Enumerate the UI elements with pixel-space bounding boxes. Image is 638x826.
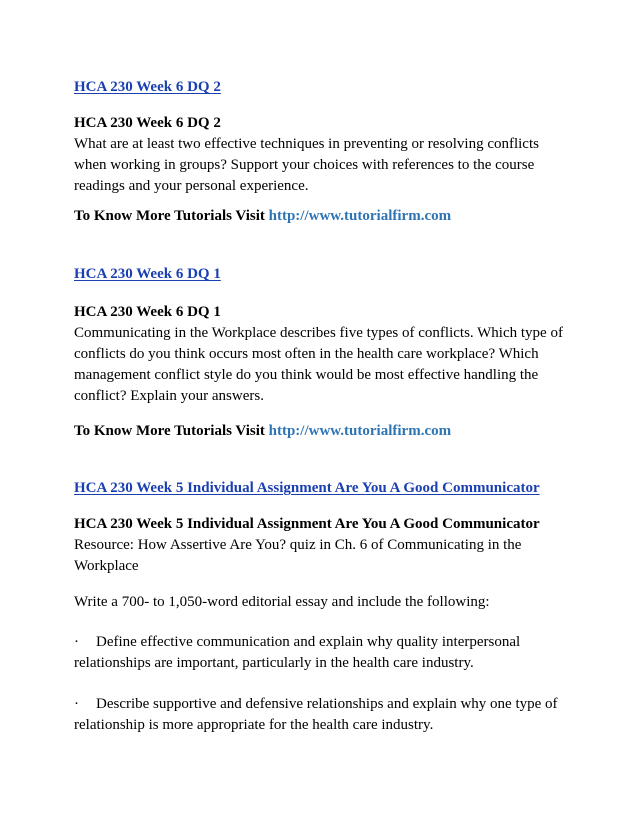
section-body xyxy=(74,113,574,197)
bullet-marker: · xyxy=(74,696,79,712)
body-line: conflict? Explain your answers. xyxy=(74,388,264,404)
link-title-text[interactable]: HCA 230 Week 6 DQ 1 xyxy=(74,266,221,282)
bullet-line: relationships are important, particularly in the health care industry. xyxy=(74,655,474,671)
bullet-item xyxy=(74,632,574,674)
bullet-line: relationship is more appropriate for the health care industry. xyxy=(74,717,434,733)
bullet-marker: · xyxy=(74,634,79,650)
instruction-line: Write a 700- to 1,050-word editorial essay and include the following: xyxy=(74,594,490,610)
section-link-title[interactable] xyxy=(74,264,574,285)
section-heading: HCA 230 Week 5 Individual Assignment Are You A Good Communicator xyxy=(74,516,540,532)
visit-line xyxy=(74,421,574,442)
link-title-text[interactable]: HCA 230 Week 6 DQ 2 xyxy=(74,79,221,95)
body-line: conflicts do you think occurs most often in the health care workplace? Which xyxy=(74,346,539,362)
section-body xyxy=(74,514,574,577)
body-line: Workplace xyxy=(74,558,139,574)
section-link-title[interactable] xyxy=(74,478,574,499)
section-link-title[interactable] xyxy=(74,77,574,98)
section-heading: HCA 230 Week 6 DQ 1 xyxy=(74,304,221,320)
body-line: Communicating in the Workplace describes five types of conflicts. Which type of xyxy=(74,325,563,341)
bullet-line: Describe supportive and defensive relationships and explain why one type of xyxy=(96,696,558,712)
visit-line xyxy=(74,206,574,227)
body-line: readings and your personal experience. xyxy=(74,178,309,194)
body-line: when working in groups? Support your choices with references to the course xyxy=(74,157,535,173)
bullet-line: Define effective communication and explain why quality interpersonal xyxy=(96,634,521,650)
visit-label: To Know More Tutorials Visit xyxy=(74,208,265,224)
body-line: Resource: How Assertive Are You? quiz in Ch. 6 of Communicating in the xyxy=(74,537,522,553)
visit-url-link[interactable]: http://www.tutorialfirm.com xyxy=(268,208,452,224)
visit-url-link[interactable]: http://www.tutorialfirm.com xyxy=(268,423,452,439)
body-line: management conflict style do you think would be most effective handling the xyxy=(74,367,539,383)
link-title-text[interactable]: HCA 230 Week 5 Individual Assignment Are You A Good Communicator xyxy=(74,480,540,496)
body-line: What are at least two effective techniques in preventing or resolving conflicts xyxy=(74,136,539,152)
section-body xyxy=(74,302,574,407)
section-heading: HCA 230 Week 6 DQ 2 xyxy=(74,115,221,131)
bullet-item xyxy=(74,694,574,736)
visit-label: To Know More Tutorials Visit xyxy=(74,423,265,439)
